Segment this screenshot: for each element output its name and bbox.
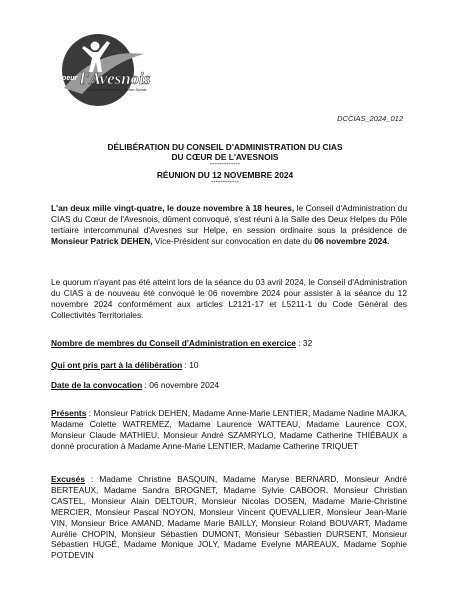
excuses-paragraph	[51, 474, 407, 561]
logo-avesnois-text: l'Avesnois	[80, 69, 151, 88]
participants-value: : 10	[182, 360, 199, 370]
excuses-text: : Madame Christine BASQUIN, Madame Maryse BERNARD, Monsieur André BERTEAUX, Madame Sandra BROGNET, Madame Sylvie CABOOR, Monsieur Christian CASTEL, Monsieur Alain DELTOUR, Monsieur Nicolas DOSEN, Madame Marie-Christine MERCIER, Monsieur Pascal NOYON, Monsieur Vincent QUEVALLIER, Monsieur Jean-Marie VIN, Monsieur Brice AMAND, Madame Marie BAILLY, Monsieur Roland BOUVART, Madame Aurélie CHOPIN, Monsieur Sébastien DUMONT, Monsieur Sébastien DURSENT, Monsieur Sébastien HUGÉ, Madame Monique JOLY, Madame Evelyne MAREAUX, Madame Sophie POTDEVIN	[51, 474, 407, 561]
convocation-value: : 06 novembre 2024	[142, 380, 220, 390]
presents-label: Présents	[51, 408, 87, 418]
intro-lead: L'an deux mille vingt-quatre, le douze novembre à 18 heures,	[51, 203, 295, 213]
convocation-line	[51, 380, 219, 391]
members-line	[51, 338, 312, 349]
excuses-label: Excusés	[51, 474, 85, 484]
intro-text-1: le Conseil d'Administration du CIAS du Cœur de l'Avesnois, dûment convoqué, s'est réuni à la Salle des Deux Helpes du Pôle tertiaire intercommunal d'Avesnes sur Helpe, en session ordinaire sous la présidence de	[51, 203, 407, 235]
intro-date: 06 novembre 2024.	[314, 235, 390, 246]
logo-coeur-text: Coeur	[57, 75, 78, 82]
ciAS-logo	[52, 28, 172, 110]
convocation-label: Date de la convocation	[51, 380, 143, 390]
presents-paragraph	[51, 408, 407, 452]
presents-text: : Monsieur Patrick DEHEN, Madame Anne-Marie LENTIER, Madame Nadine MAJKA, Madame Colette WATREMEZ, Madame Laurence WATTEAU, Madame Laurence COX, Monsieur Claude MATHIEU, Monsieur André SZAMRYLO, Madame Catherine THIÉBAUX a donné procuration à Madame Anne-Marie LENTIER, Madame Catherine TRIQUET	[51, 408, 407, 451]
title-separator-1: -------------	[209, 161, 241, 168]
title-separator-2: ------------	[211, 179, 239, 186]
title-line-1: DÉLIBÉRATION DU CONSEIL D'ADMINISTRATION DU CIAS	[107, 142, 343, 152]
members-label: Nombre de membres du Conseil d'Administration en exercice	[51, 338, 296, 348]
quorum-paragraph: Le quorum n'ayant pas été atteint lors de la séance du 03 avril 2024, le Conseil d'Administration du CIAS a de nouveau été convoqué le 06 novembre 2024 pour assister à la séance du 12 novembre 2024 conformément aux articles L2121-17 et L5211-1 du Code Général des Collectivités Territoriales.	[51, 277, 407, 320]
participants-label: Qui ont pris part à la délibération	[51, 360, 183, 370]
participants-line	[51, 360, 199, 371]
intro-text-2: Vice-Président sur convocation en date du	[152, 235, 315, 246]
logo-subtitle-text: Centre Intercommunal d'Action Sociale	[88, 88, 147, 92]
document-reference: DCCIAS_2024_012	[337, 114, 403, 123]
meeting-title: RÉUNION DU 12 NOVEMBRE 2024	[156, 170, 294, 180]
title-line-2: DU CŒUR DE L'AVESNOIS	[171, 152, 279, 162]
intro-president: Monsieur Patrick DEHEN,	[51, 235, 153, 246]
members-value: : 32	[295, 338, 313, 348]
intro-paragraph	[51, 203, 407, 247]
title-block	[0, 142, 450, 186]
